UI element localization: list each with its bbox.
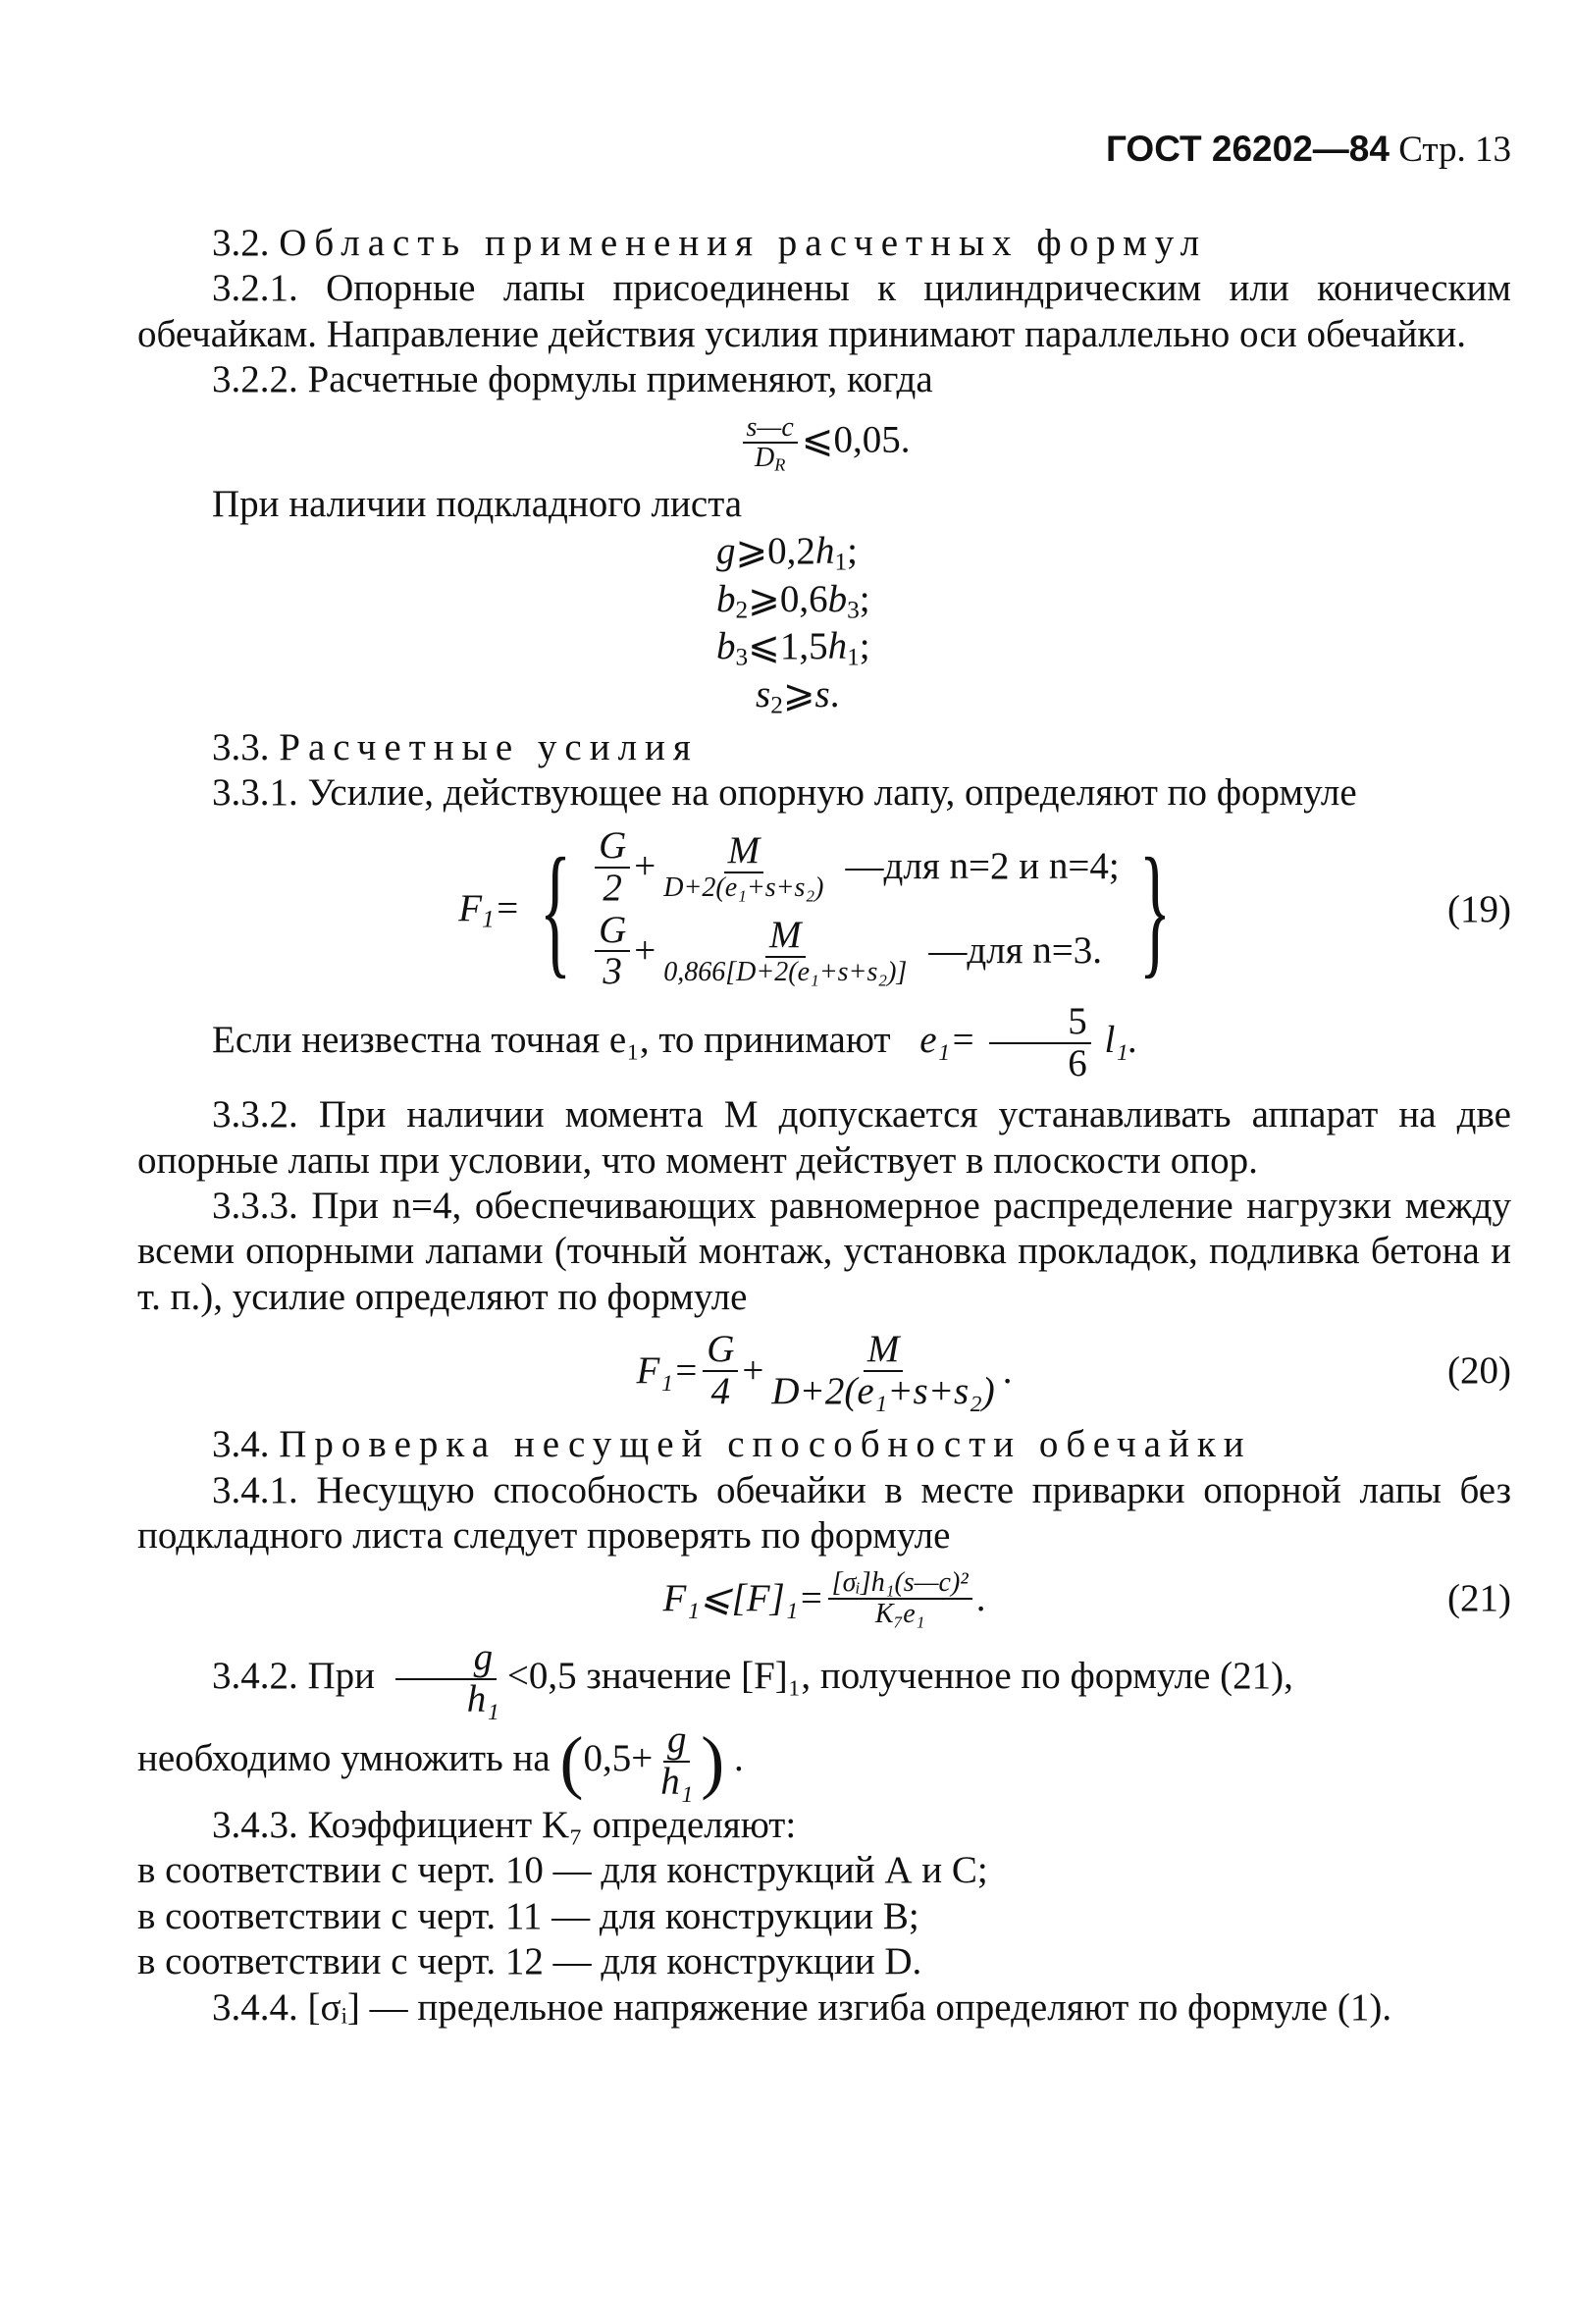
section-3-4-title: 3.4. Проверка несущей способности обечайки [212, 1423, 1252, 1466]
standard-code: ГОСТ 26202—84 [1105, 129, 1390, 169]
para-3-3-3: 3.3.3. При n=4, обеспечивающих равномерное распределение нагрузки между всеми опорными лапами (точный монтаж, установка прокладок, подливка бетона и т. п.), усилие определяют по формуле [137, 1185, 1511, 1318]
left-brace-icon: { [539, 827, 572, 991]
formula-19-case-1: $\frac{G}{2}$ + $\frac{M}{\text{D+2(e₁+s+s₂)}}$ —для n=2 и n=4; [591, 826, 1120, 909]
para-3-4-1: 3.4.1. Несущую способность обечайки в месте приварки опорной лапы без подкладного листа следует проверять по формуле [137, 1468, 1511, 1557]
right-brace-icon: } [1138, 827, 1171, 991]
para-3-4-2-cont: необходимо умножить на (0,5+ $\frac{g}{\text{h₁}}$ ) . [137, 1718, 744, 1803]
page-number: Стр. 13 [1398, 130, 1511, 170]
para-3-4-3: 3.4.3. Коэффициент K₇ определяют: [212, 1803, 797, 1846]
list-item: в соответствии с черт. 11 — для конструкции В; [137, 1894, 919, 1937]
para-3-2-2: 3.2.2. Расчетные формулы применяют, когда [212, 358, 933, 401]
para-3-2-1: 3.2.1. Опорные лапы присоединены к цилиндрическим или коническим обечайкам. Направление действия усилия принимают параллельно оси обечайки. [137, 267, 1511, 355]
plate-condition: $g⩾0,2h_1$; [716, 529, 858, 576]
formula-19-case-2: $\frac{G}{3}$ + $\frac{M}{\text{0,866[D+2(e₁+s+s₂)]}}$ —для n=3. [591, 911, 1120, 993]
section-3-3-title: 3.3. Расчетные усилия [212, 725, 699, 768]
document-page [137, 128, 1511, 2031]
para-e1: Если неизвестна точная e₁, то принимают e₁= $\frac{5}{6}$ l₁. [212, 1000, 1138, 1085]
para-3-3-1: 3.3.1. Усилие, действующее на опорную лапу, определяют по формуле [212, 771, 1357, 815]
plate-conditions [716, 528, 1511, 719]
formula-21: F₁⩽[F]₁= $\frac{\text{[σᵢ]h₁(s—c)²}}{\text{K₇e₁}}$ . (21) [662, 1567, 1511, 1629]
formula-19: $F_1=$ { $\frac{G}{2}$ + $\frac{M}{\text{D+2(e₁+s+s₂)}}$ —для n=2 и n=4; $\frac{G}{3}$ + $\frac{M}{\text{0,866[D+2(e₁+s+s₂)]}}$ —для n=3. } (19) [458, 823, 1511, 993]
list-item: в соответствии с черт. 10 — для конструкций А и С; [137, 1849, 988, 1892]
para-3-3-2: 3.3.2. При наличии момента M допускается устанавливать аппарат на две опорные лапы при условии, что момент действует в плоскости опор. [137, 1093, 1511, 1182]
condition-formula: $\frac{s—c}{D_R}$ ⩽0,05. [137, 413, 1511, 473]
para-3-4-2: 3.4.2. При $\frac{g}{\text{h₁}}$ <0,5 значение [F]₁, полученное по формуле (21), [212, 1636, 1293, 1721]
para-3-4-4: 3.4.4. [σᵢ] — предельное напряжение изгиба определяют по формуле (1). [212, 1985, 1392, 2029]
para-plate: При наличии подкладного листа [212, 483, 743, 526]
plate-condition: $b_3⩽1,5h_1$; [716, 625, 870, 671]
plate-condition: $s_2⩾s$. [756, 673, 840, 719]
equation-number: (19) [1447, 887, 1511, 930]
page-header [137, 128, 1511, 172]
equation-number: (20) [1447, 1349, 1511, 1393]
section-3-2-title: 3.2. Область применения расчетных формул [212, 222, 1208, 265]
plate-condition: $b_2⩾0,6b_3$; [716, 577, 870, 623]
equation-number: (21) [1447, 1576, 1511, 1619]
list-item: в соответствии с черт. 12 — для конструкции D. [137, 1940, 922, 1983]
formula-20: F₁= $\frac{G}{4}$ + $\frac{M}{\text{D+2(e₁+s+s₂)}}$ . (20) [636, 1328, 1511, 1413]
